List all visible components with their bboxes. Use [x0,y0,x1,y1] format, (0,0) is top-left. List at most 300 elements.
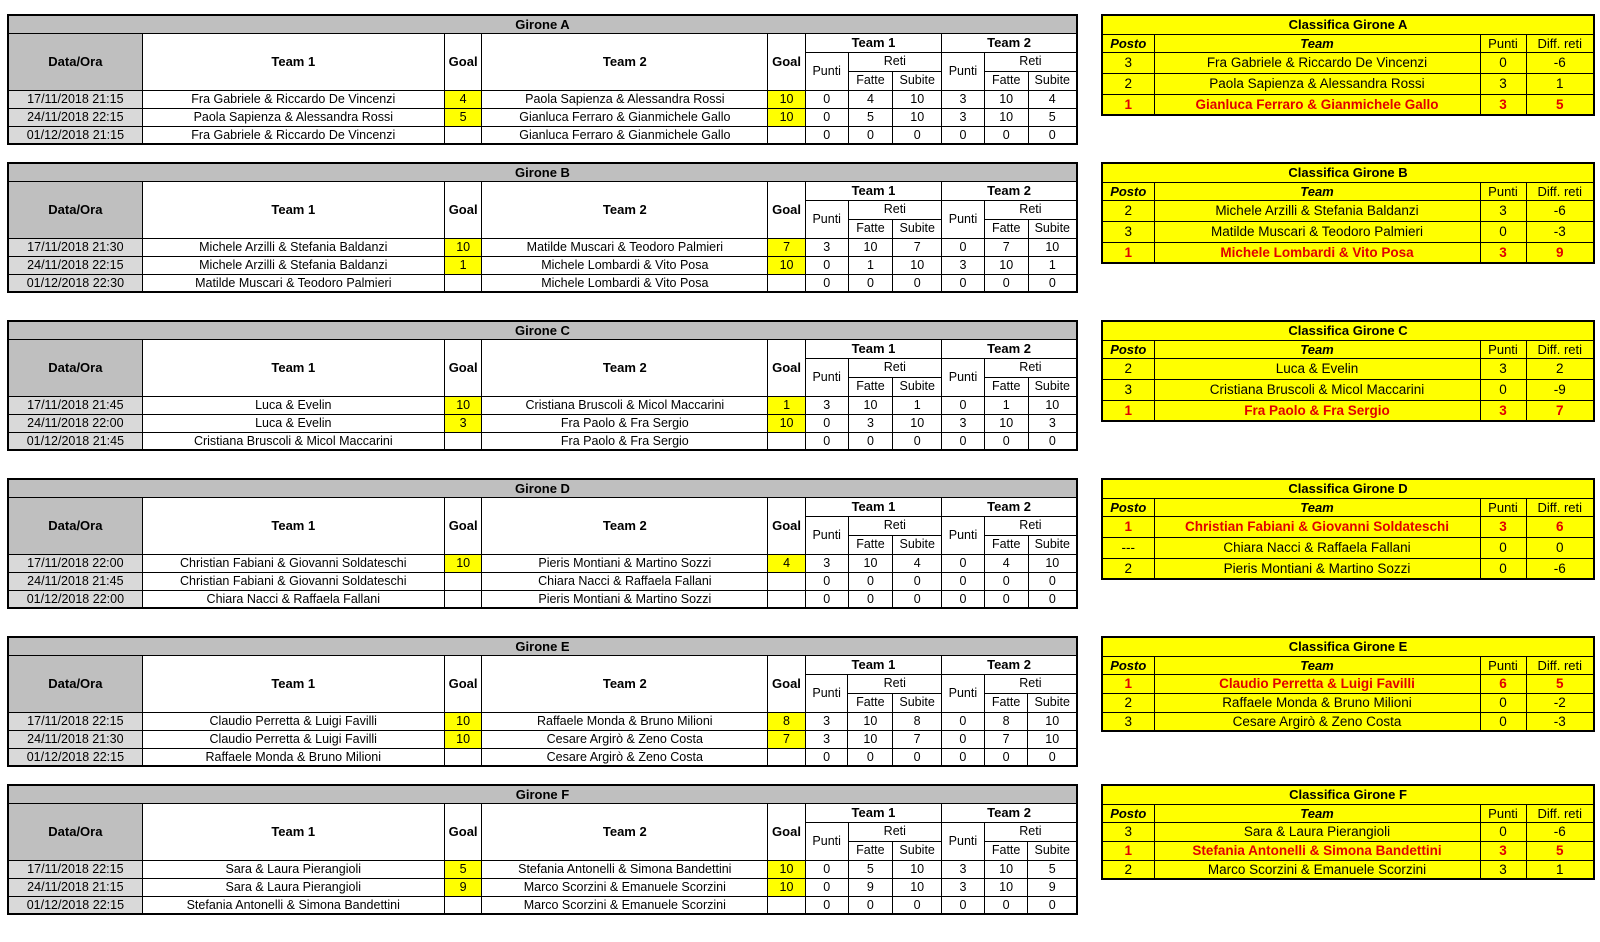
standings-row [1102,860,1594,879]
standings-punti: 0 [1480,537,1526,558]
match-row [8,414,1077,432]
match-team1: Cristiana Bruscoli & Micol Maccarini [142,432,444,450]
header-subite2: Subite [1028,377,1077,396]
match-row [8,878,1077,896]
match-subite1: 0 [893,572,942,590]
match-punti2: 0 [942,748,985,766]
header-goal1: Goal [444,803,482,860]
standings-posto: 1 [1102,400,1154,421]
standings-title: Classifica Girone D [1102,479,1594,498]
header-subite2: Subite [1028,71,1077,90]
match-goal1: 5 [444,860,482,878]
match-row [8,896,1077,914]
standings-header-team: Team [1154,656,1480,674]
match-team1: Claudio Perretta & Luigi Favilli [142,730,444,748]
standings-row [1102,379,1594,400]
match-date: 17/11/2018 21:45 [8,396,142,414]
standings-row [1102,242,1594,263]
match-punti1: 0 [805,748,848,766]
standings-diff: 0 [1526,537,1594,558]
header-team2-stats: Team 2 [942,803,1077,822]
match-team1: Paola Sapienza & Alessandra Rossi [142,108,444,126]
standings-row [1102,221,1594,242]
standings-team: Claudio Perretta & Luigi Favilli [1154,674,1480,693]
standings-team: Fra Paolo & Fra Sergio [1154,400,1480,421]
standings-punti: 3 [1480,200,1526,221]
match-goal2: 4 [768,554,806,572]
header-team2: Team 2 [482,497,768,554]
match-team2: Gianluca Ferraro & Gianmichele Gallo [482,126,768,144]
match-fatte1: 1 [848,256,893,274]
header-team2: Team 2 [482,33,768,90]
standings-row [1102,94,1594,115]
standings-row [1102,400,1594,421]
header-goal2: Goal [768,181,806,238]
standings-header-punti: Punti [1480,182,1526,200]
match-team2: Matilde Muscari & Teodoro Palmieri [482,238,768,256]
match-punti2: 0 [942,896,985,914]
standings-header-posto: Posto [1102,182,1154,200]
match-subite1: 10 [893,90,942,108]
standings-table [1101,478,1595,580]
match-team2: Fra Paolo & Fra Sergio [482,414,768,432]
match-punti2: 0 [942,238,985,256]
standings-team: Christian Fabiani & Giovanni Soldateschi [1154,516,1480,537]
header-fatte1: Fatte [848,219,893,238]
match-fatte2: 10 [984,878,1028,896]
standings-posto: --- [1102,537,1154,558]
header-punti1: Punti [805,674,848,712]
standings-diff: 5 [1526,674,1594,693]
match-goal2: 10 [768,878,806,896]
match-subite2: 4 [1028,90,1077,108]
match-subite1: 10 [893,108,942,126]
standings-diff: 9 [1526,242,1594,263]
standings-punti: 3 [1480,400,1526,421]
header-goal1: Goal [444,33,482,90]
match-punti1: 3 [805,554,848,572]
header-subite1: Subite [893,219,942,238]
match-team1: Christian Fabiani & Giovanni Soldateschi [142,554,444,572]
match-fatte1: 5 [848,108,893,126]
match-team1: Raffaele Monda & Bruno Milioni [142,748,444,766]
match-row [8,274,1077,292]
match-subite2: 10 [1028,554,1077,572]
standings-punti: 0 [1480,693,1526,712]
header-punti1: Punti [805,358,848,396]
match-goal2: 7 [768,238,806,256]
match-date: 17/11/2018 21:30 [8,238,142,256]
match-date: 01/12/2018 22:30 [8,274,142,292]
match-punti2: 0 [942,274,985,292]
match-fatte2: 10 [984,414,1028,432]
header-team1: Team 1 [142,803,444,860]
match-fatte1: 0 [848,748,893,766]
match-punti2: 3 [942,860,985,878]
standings-team: Luca & Evelin [1154,358,1480,379]
header-subite2: Subite [1028,535,1077,554]
match-date: 24/11/2018 22:00 [8,414,142,432]
match-subite2: 10 [1028,238,1077,256]
standings-posto: 2 [1102,358,1154,379]
match-goal2: 1 [768,396,806,414]
match-subite2: 0 [1028,126,1077,144]
match-goal2: 10 [768,414,806,432]
standings-diff: 1 [1526,73,1594,94]
standings-posto: 1 [1102,841,1154,860]
standings-title: Classifica Girone A [1102,15,1594,34]
standings-team: Pieris Montiani & Martino Sozzi [1154,558,1480,579]
standings-team: Cristiana Bruscoli & Micol Maccarini [1154,379,1480,400]
match-team1: Fra Gabriele & Riccardo De Vincenzi [142,90,444,108]
match-subite1: 0 [893,748,942,766]
match-date: 24/11/2018 21:30 [8,730,142,748]
standings-posto: 3 [1102,822,1154,841]
standings-posto: 2 [1102,73,1154,94]
match-fatte1: 9 [848,878,893,896]
header-reti2: Reti [984,674,1077,693]
match-fatte2: 0 [984,126,1028,144]
match-goal1: 10 [444,712,482,730]
standings-header-posto: Posto [1102,34,1154,52]
match-row [8,90,1077,108]
header-punti1: Punti [805,516,848,554]
match-punti2: 0 [942,432,985,450]
match-fatte2: 0 [984,572,1028,590]
header-team1: Team 1 [142,655,444,712]
standings-row [1102,558,1594,579]
header-team2: Team 2 [482,181,768,238]
standings-punti: 3 [1480,242,1526,263]
match-punti1: 0 [805,432,848,450]
standings-table [1101,636,1595,732]
header-punti2: Punti [942,52,985,90]
match-fatte1: 3 [848,414,893,432]
match-punti1: 0 [805,256,848,274]
standings-header-punti: Punti [1480,340,1526,358]
standings-posto: 2 [1102,860,1154,879]
standings-diff: 2 [1526,358,1594,379]
match-punti2: 0 [942,712,985,730]
match-goal1 [444,126,482,144]
header-subite1: Subite [893,71,942,90]
header-goal2: Goal [768,33,806,90]
header-reti2: Reti [984,358,1077,377]
header-fatte2: Fatte [984,693,1028,712]
standings-row [1102,200,1594,221]
group-title: Girone C [8,321,1077,339]
match-date: 24/11/2018 22:15 [8,108,142,126]
matches-table [7,784,1078,915]
match-date: 24/11/2018 21:15 [8,878,142,896]
match-row [8,554,1077,572]
match-punti1: 3 [805,730,848,748]
match-goal1: 10 [444,238,482,256]
match-goal2 [768,274,806,292]
match-subite1: 0 [893,432,942,450]
match-fatte2: 10 [984,108,1028,126]
header-reti1: Reti [848,52,942,71]
header-punti1: Punti [805,52,848,90]
header-team2: Team 2 [482,339,768,396]
header-team2: Team 2 [482,803,768,860]
match-goal1: 10 [444,554,482,572]
match-punti2: 0 [942,590,985,608]
match-fatte1: 4 [848,90,893,108]
header-date: Data/Ora [8,33,142,90]
standings-header-diff: Diff. reti [1526,182,1594,200]
standings-header-diff: Diff. reti [1526,34,1594,52]
standings-row [1102,358,1594,379]
match-subite1: 0 [893,896,942,914]
match-fatte1: 10 [848,730,893,748]
match-punti1: 0 [805,108,848,126]
match-punti1: 0 [805,860,848,878]
header-goal1: Goal [444,339,482,396]
standings-header-team: Team [1154,34,1480,52]
match-team2: Cesare Argirò & Zeno Costa [482,748,768,766]
standings-header-diff: Diff. reti [1526,656,1594,674]
match-goal1 [444,572,482,590]
match-fatte2: 10 [984,90,1028,108]
matches-table [7,320,1078,451]
header-subite2: Subite [1028,841,1077,860]
match-row [8,126,1077,144]
match-goal2: 8 [768,712,806,730]
standings-punti: 0 [1480,221,1526,242]
standings-header-team: Team [1154,498,1480,516]
match-punti1: 0 [805,878,848,896]
match-team2: Cesare Argirò & Zeno Costa [482,730,768,748]
standings-team: Marco Scorzini & Emanuele Scorzini [1154,860,1480,879]
standings-row [1102,674,1594,693]
match-team2: Paola Sapienza & Alessandra Rossi [482,90,768,108]
match-subite1: 7 [893,730,942,748]
header-date: Data/Ora [8,181,142,238]
match-team1: Fra Gabriele & Riccardo De Vincenzi [142,126,444,144]
match-punti2: 0 [942,730,985,748]
header-punti1: Punti [805,822,848,860]
standings-posto: 3 [1102,52,1154,73]
match-fatte2: 0 [984,748,1028,766]
matches-table [7,14,1078,145]
standings-diff: 5 [1526,94,1594,115]
match-goal1 [444,432,482,450]
standings-title: Classifica Girone F [1102,785,1594,804]
standings-header-punti: Punti [1480,804,1526,822]
match-punti2: 3 [942,108,985,126]
standings-team: Chiara Nacci & Raffaela Fallani [1154,537,1480,558]
standings-posto: 3 [1102,712,1154,731]
header-reti2: Reti [984,516,1077,535]
standings-row [1102,693,1594,712]
header-team2-stats: Team 2 [942,339,1077,358]
standings-posto: 2 [1102,693,1154,712]
match-fatte1: 0 [848,274,893,292]
match-fatte1: 0 [848,572,893,590]
match-date: 01/12/2018 22:15 [8,896,142,914]
match-date: 17/11/2018 21:15 [8,90,142,108]
standings-row [1102,516,1594,537]
match-punti1: 3 [805,396,848,414]
match-subite2: 0 [1028,748,1077,766]
match-row [8,108,1077,126]
match-punti2: 0 [942,554,985,572]
match-team1: Michele Arzilli & Stefania Baldanzi [142,256,444,274]
standings-row [1102,52,1594,73]
standings-team: Michele Lombardi & Vito Posa [1154,242,1480,263]
header-fatte1: Fatte [848,535,893,554]
header-punti2: Punti [942,674,985,712]
header-reti1: Reti [848,200,942,219]
header-reti2: Reti [984,52,1077,71]
standings-row [1102,822,1594,841]
match-goal2: 7 [768,730,806,748]
match-date: 17/11/2018 22:00 [8,554,142,572]
match-fatte2: 7 [984,730,1028,748]
header-subite1: Subite [893,693,942,712]
group-title: Girone E [8,637,1077,655]
match-fatte2: 1 [984,396,1028,414]
match-subite1: 4 [893,554,942,572]
standings-diff: -6 [1526,200,1594,221]
match-punti1: 0 [805,126,848,144]
match-date: 24/11/2018 21:45 [8,572,142,590]
standings-punti: 0 [1480,822,1526,841]
standings-posto: 2 [1102,558,1154,579]
match-fatte1: 10 [848,712,893,730]
match-goal1 [444,274,482,292]
standings-header-punti: Punti [1480,656,1526,674]
header-reti1: Reti [848,358,942,377]
match-goal2: 10 [768,108,806,126]
match-subite2: 10 [1028,396,1077,414]
group-title: Girone D [8,479,1077,497]
match-punti2: 3 [942,256,985,274]
match-team1: Christian Fabiani & Giovanni Soldateschi [142,572,444,590]
match-team2: Marco Scorzini & Emanuele Scorzini [482,896,768,914]
match-team1: Stefania Antonelli & Simona Bandettini [142,896,444,914]
match-punti1: 0 [805,414,848,432]
standings-punti: 6 [1480,674,1526,693]
match-subite1: 10 [893,256,942,274]
match-fatte1: 10 [848,238,893,256]
match-goal2 [768,126,806,144]
match-subite2: 0 [1028,432,1077,450]
standings-punti: 0 [1480,379,1526,400]
standings-table [1101,14,1595,116]
standings-punti: 0 [1480,712,1526,731]
header-fatte1: Fatte [848,377,893,396]
header-team1: Team 1 [142,497,444,554]
match-team1: Sara & Laura Pierangioli [142,860,444,878]
match-row [8,396,1077,414]
header-reti2: Reti [984,822,1077,841]
standings-header-posto: Posto [1102,498,1154,516]
standings-posto: 1 [1102,516,1154,537]
match-subite1: 8 [893,712,942,730]
standings-team: Fra Gabriele & Riccardo De Vincenzi [1154,52,1480,73]
standings-title: Classifica Girone C [1102,321,1594,340]
header-date: Data/Ora [8,655,142,712]
standings-punti: 3 [1480,358,1526,379]
match-row [8,256,1077,274]
header-fatte2: Fatte [984,71,1028,90]
standings-diff: -6 [1526,558,1594,579]
header-team1-stats: Team 1 [805,497,941,516]
match-row [8,712,1077,730]
standings-posto: 1 [1102,242,1154,263]
standings-header-team: Team [1154,182,1480,200]
match-team2: Cristiana Bruscoli & Micol Maccarini [482,396,768,414]
standings-row [1102,537,1594,558]
header-reti2: Reti [984,200,1077,219]
match-date: 01/12/2018 22:00 [8,590,142,608]
header-team1-stats: Team 1 [805,33,941,52]
standings-header-punti: Punti [1480,34,1526,52]
header-goal2: Goal [768,655,806,712]
header-team1-stats: Team 1 [805,803,941,822]
standings-posto: 2 [1102,200,1154,221]
header-subite1: Subite [893,841,942,860]
header-goal1: Goal [444,655,482,712]
standings-team: Cesare Argirò & Zeno Costa [1154,712,1480,731]
match-punti1: 0 [805,590,848,608]
header-goal1: Goal [444,181,482,238]
match-team2: Marco Scorzini & Emanuele Scorzini [482,878,768,896]
header-punti2: Punti [942,516,985,554]
standings-posto: 3 [1102,221,1154,242]
header-team2: Team 2 [482,655,768,712]
standings-diff: 6 [1526,516,1594,537]
standings-team: Matilde Muscari & Teodoro Palmieri [1154,221,1480,242]
match-date: 17/11/2018 22:15 [8,860,142,878]
match-subite1: 0 [893,126,942,144]
match-subite2: 0 [1028,896,1077,914]
match-fatte1: 5 [848,860,893,878]
match-goal2: 10 [768,256,806,274]
match-goal1: 3 [444,414,482,432]
match-punti1: 0 [805,896,848,914]
standings-header-posto: Posto [1102,656,1154,674]
match-fatte1: 0 [848,126,893,144]
match-row [8,432,1077,450]
match-punti1: 0 [805,90,848,108]
standings-title: Classifica Girone B [1102,163,1594,182]
header-punti2: Punti [942,358,985,396]
header-team2-stats: Team 2 [942,655,1077,674]
match-goal2: 10 [768,860,806,878]
match-subite2: 1 [1028,256,1077,274]
header-reti1: Reti [848,516,942,535]
header-fatte2: Fatte [984,841,1028,860]
standings-table [1101,320,1595,422]
match-date: 01/12/2018 21:45 [8,432,142,450]
match-goal1: 5 [444,108,482,126]
match-team2: Gianluca Ferraro & Gianmichele Gallo [482,108,768,126]
standings-header-team: Team [1154,804,1480,822]
standings-header-diff: Diff. reti [1526,498,1594,516]
match-team1: Michele Arzilli & Stefania Baldanzi [142,238,444,256]
match-goal2 [768,896,806,914]
match-fatte1: 10 [848,554,893,572]
header-fatte1: Fatte [848,693,893,712]
standings-diff: 1 [1526,860,1594,879]
match-team2: Pieris Montiani & Martino Sozzi [482,554,768,572]
match-subite1: 0 [893,274,942,292]
standings-team: Gianluca Ferraro & Gianmichele Gallo [1154,94,1480,115]
match-goal1: 4 [444,90,482,108]
